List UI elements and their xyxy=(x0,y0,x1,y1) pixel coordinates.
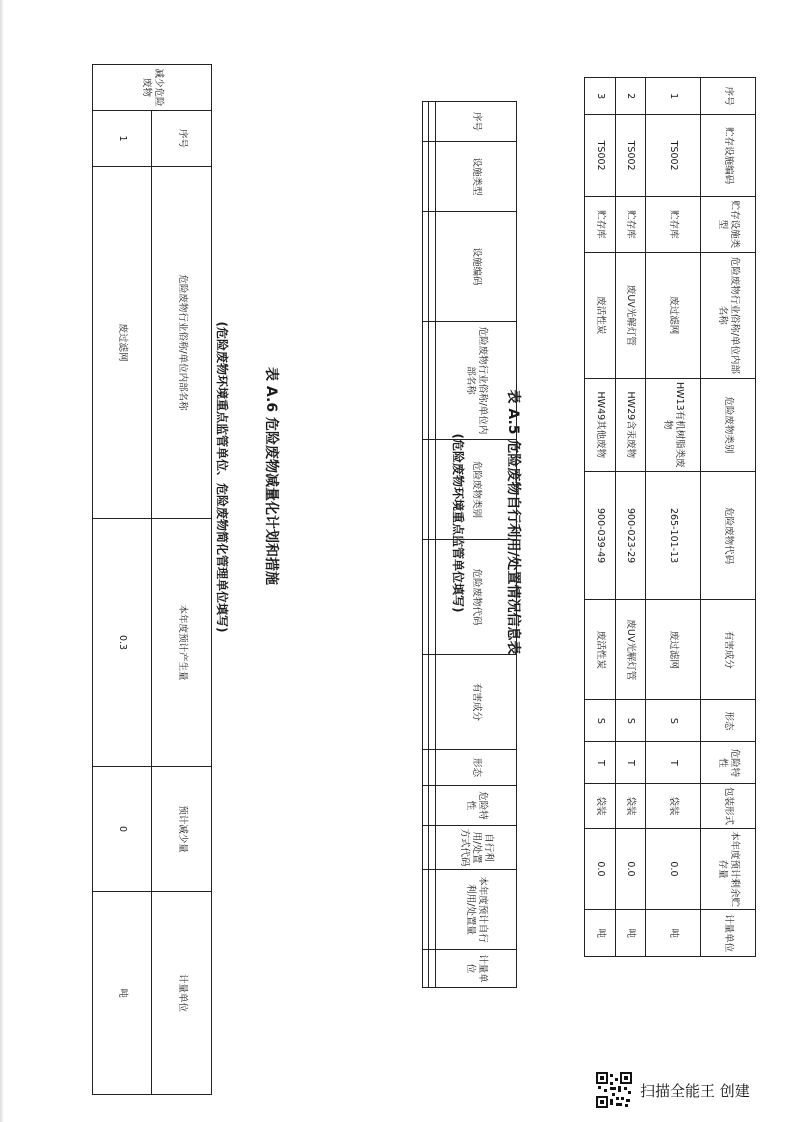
header-cell: 危险废物行业俗称/单位内部名称 xyxy=(435,322,516,440)
cell: 吨 xyxy=(93,892,153,1095)
cell xyxy=(429,870,435,950)
header-cell: 本年度预计剩余贮存量 xyxy=(701,828,756,910)
header-cell: 形态 xyxy=(701,700,756,742)
table-a6 xyxy=(92,64,212,1094)
cell: S xyxy=(615,700,646,742)
cell: TS002 xyxy=(615,115,646,197)
header-cell: 计量单位 xyxy=(152,892,212,1095)
side-label-cell: 减少危险废物 xyxy=(93,65,212,111)
cell xyxy=(423,826,429,870)
cell xyxy=(423,750,429,786)
header-cell: 贮存设施类型 xyxy=(701,196,756,252)
header-cell: 设施编码 xyxy=(435,212,516,322)
header-cell: 危险废物类别 xyxy=(701,378,756,471)
header-cell: 本年度预计自行利用/处置量 xyxy=(435,870,516,950)
cell: HW13有机树脂类废物 xyxy=(646,378,701,471)
table-a5-blank xyxy=(422,101,517,983)
cell: T xyxy=(615,742,646,784)
cell: 0 xyxy=(93,767,153,892)
header-cell: 危险废物行业俗称/单位内部名称 xyxy=(152,167,212,519)
scanner-brand-text: 扫描全能王 创建 xyxy=(640,1081,750,1100)
cell xyxy=(429,212,435,322)
table-a6-subtitle: (危险废物环境重点监管单位、危险废物简化管理单位填写) xyxy=(215,321,229,633)
cell xyxy=(429,102,435,142)
cell: 3 xyxy=(585,78,616,115)
table-row xyxy=(93,65,153,1095)
table-a5-title: 表 A.5 危险废物自行利用/处置情况信息表 xyxy=(505,389,521,655)
table-row xyxy=(646,78,701,957)
cell xyxy=(423,440,429,540)
header-cell: 序号 xyxy=(435,102,516,142)
header-cell: 计量单位 xyxy=(701,910,756,957)
header-cell: 形态 xyxy=(435,750,516,786)
header-cell: 贮存设施编码 xyxy=(701,115,756,197)
table-row xyxy=(585,78,616,957)
table-row xyxy=(615,78,646,957)
table-header-row xyxy=(701,78,756,957)
cell: 0.0 xyxy=(646,828,701,910)
cell xyxy=(429,655,435,750)
header-cell: 危险废物类别 xyxy=(435,440,516,540)
cell: TS002 xyxy=(646,115,701,197)
cell: S xyxy=(646,700,701,742)
cell: 吨 xyxy=(585,910,616,957)
table-a5-subtitle: (危险废物环境重点监管单位填写) xyxy=(451,433,465,613)
cell: 袋装 xyxy=(615,784,646,828)
cell xyxy=(423,870,429,950)
cell xyxy=(423,540,429,655)
cell: 1 xyxy=(93,111,153,167)
cell: 贮存库 xyxy=(585,196,616,252)
scanner-watermark xyxy=(596,1070,750,1110)
cell xyxy=(423,102,429,142)
cell: 吨 xyxy=(646,910,701,957)
qr-code-icon xyxy=(596,1072,632,1108)
header-cell: 包装形式 xyxy=(701,784,756,828)
cell xyxy=(429,826,435,870)
header-cell: 自行利用/处置方式代码 xyxy=(435,826,516,870)
cell: HW29含汞废物 xyxy=(615,378,646,471)
cell xyxy=(429,786,435,826)
cell xyxy=(423,322,429,440)
header-cell: 序号 xyxy=(701,78,756,115)
table-header-row xyxy=(435,102,516,988)
cell xyxy=(423,655,429,750)
header-cell: 设施类型 xyxy=(435,142,516,212)
header-cell: 有害成分 xyxy=(435,655,516,750)
header-cell: 序号 xyxy=(152,111,212,167)
cell: 袋装 xyxy=(646,784,701,828)
cell: 废活性炭 xyxy=(585,600,616,700)
cell xyxy=(423,142,429,212)
cell xyxy=(423,212,429,322)
table-header-row xyxy=(152,65,212,1095)
scan-edge-shadow xyxy=(0,0,4,1122)
header-cell: 危险特性 xyxy=(701,742,756,784)
cell: 0.0 xyxy=(585,828,616,910)
cell: 0.0 xyxy=(615,828,646,910)
cell xyxy=(429,750,435,786)
cell xyxy=(429,540,435,655)
header-cell: 危险废物代码 xyxy=(701,471,756,599)
table-row xyxy=(423,102,429,988)
cell: 900-023-29 xyxy=(615,471,646,599)
cell xyxy=(429,440,435,540)
cell xyxy=(423,786,429,826)
cell: S xyxy=(585,700,616,742)
header-cell: 本年度预计产生量 xyxy=(152,519,212,767)
table-row xyxy=(429,102,435,988)
cell: 1 xyxy=(646,78,701,115)
cell: T xyxy=(585,742,616,784)
cell: T xyxy=(646,742,701,784)
cell xyxy=(429,322,435,440)
cell: 袋装 xyxy=(585,784,616,828)
cell: 废UV光解灯管 xyxy=(615,252,646,378)
cell xyxy=(423,950,429,988)
cell: 0.3 xyxy=(93,519,153,767)
header-cell: 预计减少量 xyxy=(152,767,212,892)
cell xyxy=(429,950,435,988)
cell: HW49其他废物 xyxy=(585,378,616,471)
table-a5 xyxy=(584,77,756,957)
cell: 2 xyxy=(615,78,646,115)
cell: 废过滤网 xyxy=(646,252,701,378)
cell: 废UV光解灯管 xyxy=(615,600,646,700)
cell: 吨 xyxy=(615,910,646,957)
cell: 贮存库 xyxy=(615,196,646,252)
cell: 贮存库 xyxy=(646,196,701,252)
header-cell: 有害成分 xyxy=(701,600,756,700)
header-cell: 危险废物行业俗称/单位内部名称 xyxy=(701,252,756,378)
cell: 废活性炭 xyxy=(585,252,616,378)
cell: 900-039-49 xyxy=(585,471,616,599)
cell xyxy=(429,142,435,212)
cell: 废过滤网 xyxy=(646,600,701,700)
cell: 265-101-13 xyxy=(646,471,701,599)
header-cell: 危险废物代码 xyxy=(435,540,516,655)
header-cell: 危险特性 xyxy=(435,786,516,826)
cell: 废过滤网 xyxy=(93,167,153,519)
table-a6-title: 表 A.6 危险废物减量化计划和措施 xyxy=(263,367,279,585)
header-cell: 计量单位 xyxy=(435,950,516,988)
cell: TS002 xyxy=(585,115,616,197)
